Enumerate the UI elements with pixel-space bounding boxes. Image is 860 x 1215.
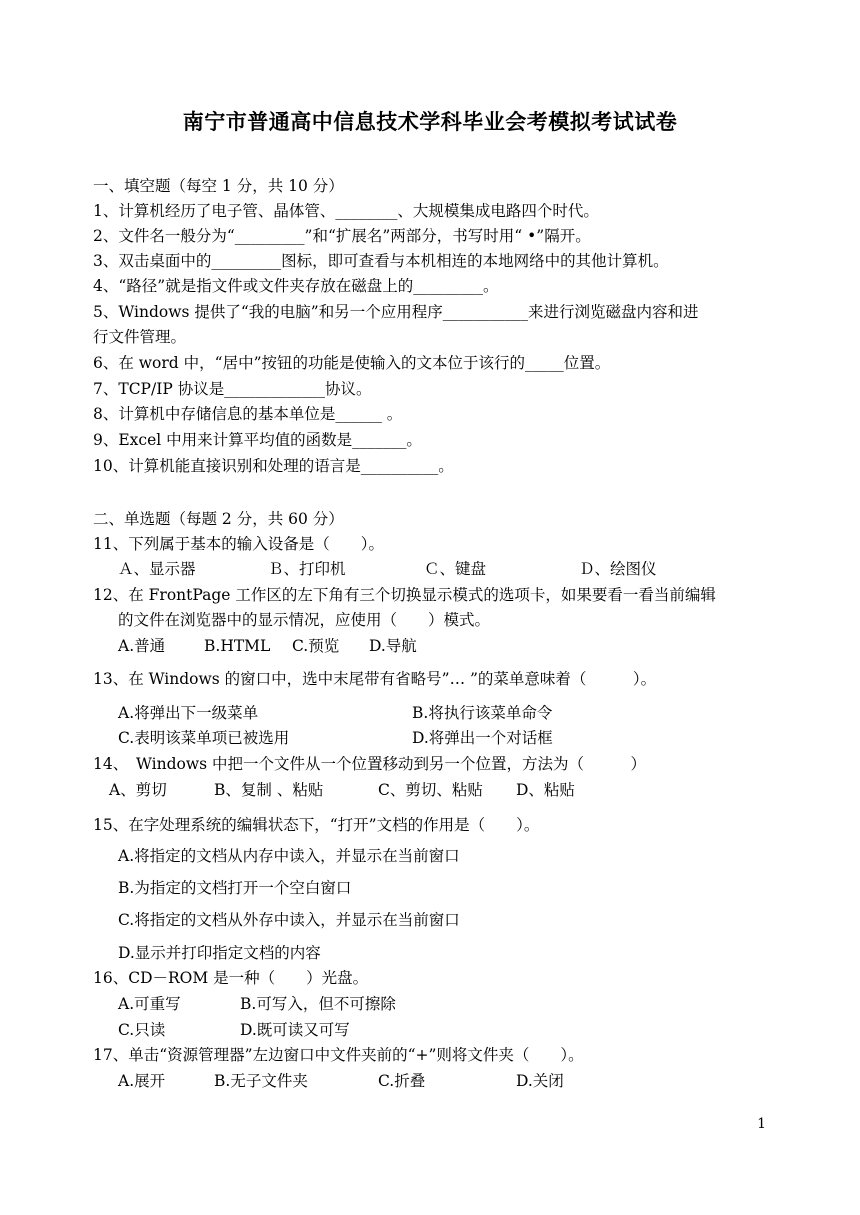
question-13: 13、在 Windows 的窗口中，选中末尾带有省略号”… ”的菜单意味着（ ）。 bbox=[93, 670, 657, 688]
q14-option-b: B、复制 、粘贴 bbox=[214, 781, 324, 799]
question-10: 10、计算机能直接识别和处理的语言是__________。 bbox=[93, 457, 454, 475]
q13-option-c: C.表明该菜单项已被选用 bbox=[118, 729, 290, 747]
question-11: 11、下列属于基本的输入设备是（ ）。 bbox=[93, 535, 384, 553]
q11-option-a: Ａ、显示器 bbox=[118, 560, 196, 578]
question-3: 3、双击桌面中的_________图标，即可查看与本机相连的本地网络中的其他计算机。 bbox=[93, 252, 669, 270]
section2-heading: 二、单选题（每题 2 分，共 60 分） bbox=[93, 510, 344, 528]
q15-option-c: C.将指定的文档从外存中读入，并显示在当前窗口 bbox=[118, 911, 460, 929]
question-2: 2、文件名一般分为“_________”和“扩展名”两部分，书写时用“ •”隔开。 bbox=[93, 227, 591, 245]
section1-heading: 一、填空题（每空 1 分，共 10 分） bbox=[93, 177, 344, 195]
q13-option-a: A.将弹出下一级菜单 bbox=[118, 704, 259, 722]
q11-option-c: Ｃ、键盘 bbox=[424, 560, 487, 578]
question-4: 4、“路径”就是指文件或文件夹存放在磁盘上的_________。 bbox=[93, 277, 499, 295]
question-12: 12、在 FrontPage 工作区的左下角有三个切换显示模式的选项卡，如果要看一看当前编辑 bbox=[93, 586, 716, 604]
question-6: 6、在 word 中，“居中”按钮的功能是使输入的文本位于该行的_____位置。 bbox=[93, 354, 611, 372]
q14-option-d: D、粘贴 bbox=[516, 781, 575, 799]
q17-option-b: B.无子文件夹 bbox=[214, 1072, 308, 1090]
q11-option-d: Ｄ、绘图仪 bbox=[579, 560, 657, 578]
exam-title: 南宁市普通高中信息技术学科毕业会考模拟考试试卷 bbox=[182, 109, 678, 134]
q12-option-c: C.预览 bbox=[292, 637, 340, 655]
q12-option-a: A.普通 bbox=[118, 637, 166, 655]
q16-option-d: D.既可读又可写 bbox=[240, 1021, 350, 1039]
question-5: 5、Windows 提供了“我的电脑”和另一个应用程序___________来进行浏览磁盘内容和进 bbox=[93, 303, 699, 321]
q12-option-b: B.HTML bbox=[204, 637, 271, 655]
q15-option-b: B.为指定的文档打开一个空白窗口 bbox=[118, 879, 352, 897]
page-number: 1 bbox=[757, 1116, 766, 1132]
q14-option-c: C、剪切、粘贴 bbox=[378, 781, 483, 799]
q13-option-b: B.将执行该菜单命令 bbox=[412, 704, 553, 722]
question-8: 8、计算机中存储信息的基本单位是______ 。 bbox=[93, 405, 403, 423]
question-15: 15、在字处理系统的编辑状态下，“打开”文档的作用是（ ）。 bbox=[93, 816, 540, 834]
question-16: 16、CD－ROM 是一种（ ）光盘。 bbox=[93, 969, 369, 987]
q11-option-b: Ｂ、打印机 bbox=[268, 560, 346, 578]
q12-option-d: D.导航 bbox=[369, 637, 417, 655]
question-5-cont: 行文件管理。 bbox=[93, 328, 187, 346]
question-7: 7、TCP/IP 协议是_____________协议。 bbox=[93, 380, 372, 398]
question-9: 9、Excel 中用来计算平均值的函数是_______。 bbox=[93, 431, 422, 449]
q14-option-a: A、剪切 bbox=[109, 781, 167, 799]
question-17: 17、单击“资源管理器”左边窗口中文件夹前的“+”则将文件夹（ ）。 bbox=[93, 1046, 584, 1064]
question-12-cont: 的文件在浏览器中的显示情况，应使用（ ）模式。 bbox=[118, 611, 491, 629]
q16-option-c: C.只读 bbox=[118, 1021, 166, 1039]
q17-option-a: A.展开 bbox=[118, 1072, 166, 1090]
q17-option-c: C.折叠 bbox=[378, 1072, 426, 1090]
q17-option-d: D.关闭 bbox=[516, 1072, 564, 1090]
question-14: 14、 Windows 中把一个文件从一个位置移动到另一个位置，方法为（ ） bbox=[93, 755, 646, 773]
q13-option-d: D.将弹出一个对话框 bbox=[412, 729, 553, 747]
q16-option-a: A.可重写 bbox=[118, 995, 181, 1013]
q15-option-a: A.将指定的文档从内存中读入，并显示在当前窗口 bbox=[118, 847, 460, 865]
q15-option-d: D.显示并打印指定文档的内容 bbox=[118, 944, 321, 962]
q16-option-b: B.可写入，但不可擦除 bbox=[240, 995, 396, 1013]
question-1: 1、计算机经历了电子管、晶体管、________、大规模集成电路四个时代。 bbox=[93, 202, 599, 220]
